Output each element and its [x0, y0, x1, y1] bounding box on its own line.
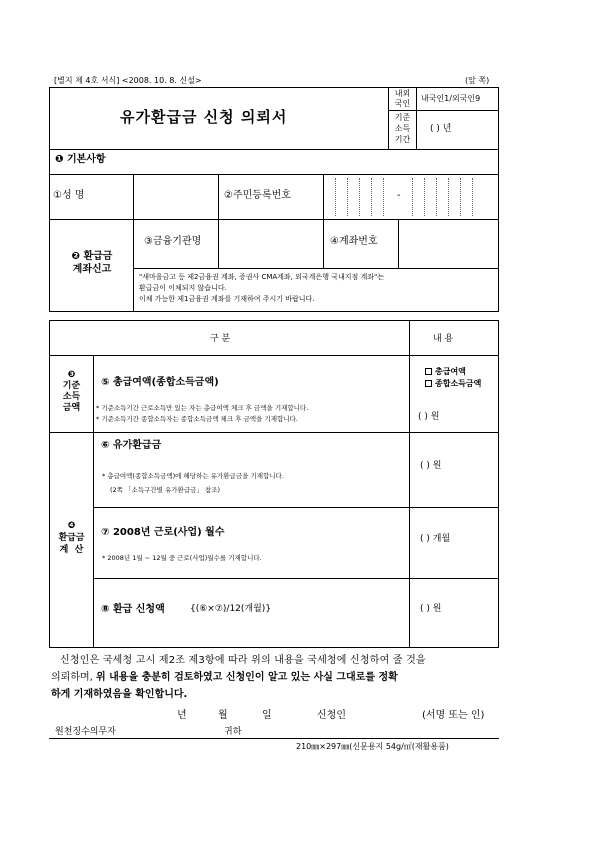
regno-dash: - [397, 190, 401, 201]
check-total-salary-label: 총급여액 [435, 367, 466, 376]
resident-value[interactable]: 내국인1/외국인9 [421, 94, 481, 103]
declaration-line-3: 하게 기재하였음을 확인합니다. [51, 689, 188, 700]
bank-field[interactable] [219, 220, 322, 267]
item6-note-2: (2쪽 「소득구간별 유가환급금」 참조) [110, 486, 221, 494]
item8-value[interactable]: ( ) 원 [420, 604, 442, 614]
declaration-line-2a: 의뢰하며, [51, 672, 96, 683]
period-value[interactable]: ( ) 년 [430, 124, 452, 134]
honorific-label: 귀하 [224, 727, 242, 737]
item5-note-2: * 기준소득기간 종합소득자는 종합소득금액 체크 후 금액을 기재합니다. [96, 415, 298, 423]
applicant-label: 신청인 [317, 710, 346, 721]
col-content-header: 내 용 [433, 334, 454, 344]
date-year-label: 년 [177, 710, 187, 721]
item6-value[interactable]: ( ) 원 [420, 461, 442, 471]
item7-value[interactable]: ( ) 개월 [420, 534, 451, 544]
bank-label: ③금융기관명 [144, 236, 202, 247]
section4-title: ❹ 환급금 계 산 [58, 521, 85, 555]
account-label: ④계좌번호 [330, 236, 378, 247]
col-gubun-header: 구 분 [210, 334, 231, 344]
item5-title: ⑤ 총급여액(종합소득금액) [101, 377, 219, 388]
item7-note: * 2008년 1월 ~ 12월 중 근로(사업)월수를 기재합니다. [102, 554, 262, 562]
period-label: 기준 소득 기간 [394, 113, 411, 144]
checkbox-icon[interactable] [425, 380, 432, 387]
item7-title: ⑦ 2008년 근로(사업) 월수 [101, 527, 225, 538]
date-month-label: 월 [218, 710, 228, 721]
item5-value[interactable]: ( ) 원 [418, 412, 440, 422]
item5-note-1: * 기준소득기간 근로소득만 있는 자는 총급여액 체크 후 금액을 기재합니다. [96, 404, 309, 412]
checkbox-icon[interactable] [425, 368, 432, 375]
date-day-label: 일 [262, 710, 272, 721]
paper-spec-footer: 210㎜×297㎜(신문용지 54g/㎡(재활용품) [296, 742, 449, 751]
item6-title: ⑥ 유가환급금 [101, 440, 162, 451]
resident-label: 내외 국인 [394, 89, 411, 108]
recipient-label: 원천징수의무자 [55, 727, 116, 737]
signature-label: (서명 또는 인) [422, 710, 485, 721]
form-title: 유가환급금 신청 의뢰서 [120, 108, 288, 126]
account-note-2: 환급금이 이체되지 않습니다. [139, 284, 227, 292]
declaration-line-2b: 위 내용을 충분히 검토하였고 신청인이 알고 있는 사실 그대로를 정확 [96, 672, 398, 683]
regno-label: ②주민등록번호 [224, 190, 291, 201]
section1-title: ❶ 기본사항 [55, 154, 106, 165]
account-field[interactable] [399, 220, 498, 267]
item8-title: ⑧ 환급 신청액 [101, 604, 165, 615]
name-field[interactable] [134, 175, 217, 219]
name-label: ①성 명 [53, 190, 85, 201]
declaration-line-1: 신청인은 국세청 고시 제2조 제3항에 따라 위의 내용을 국세청에 신청하여 줄 것을 [60, 655, 426, 666]
item6-note-1: * 총급여액(종합소득금액)에 해당하는 유가환급금을 기재합니다. [102, 472, 284, 480]
check-income-label: 종합소득금액 [435, 379, 482, 388]
check-total-salary[interactable] [425, 368, 466, 376]
account-note-3: 이체 가능한 제1금융권 계좌를 기재하여 주시기 바랍니다. [139, 295, 315, 303]
item8-formula: {(⑥×⑦)/12(개월)} [190, 604, 272, 614]
declaration-line-2 [51, 673, 398, 683]
form-id: [별지 제 4호 서식] <2008. 10. 8. 신설> [54, 76, 202, 85]
section2-title: ❷ 환급금 계좌신고 [71, 251, 113, 275]
section3-title: ❸ 기준 소득 금액 [62, 370, 81, 413]
check-income[interactable] [425, 380, 481, 388]
account-note-1: "새마을금고 등 제2금융권 계좌, 증권사 CMA계좌, 외국계은행 국내지점 계좌"는 [139, 273, 384, 281]
page-side-label: (앞 쪽) [465, 76, 490, 85]
